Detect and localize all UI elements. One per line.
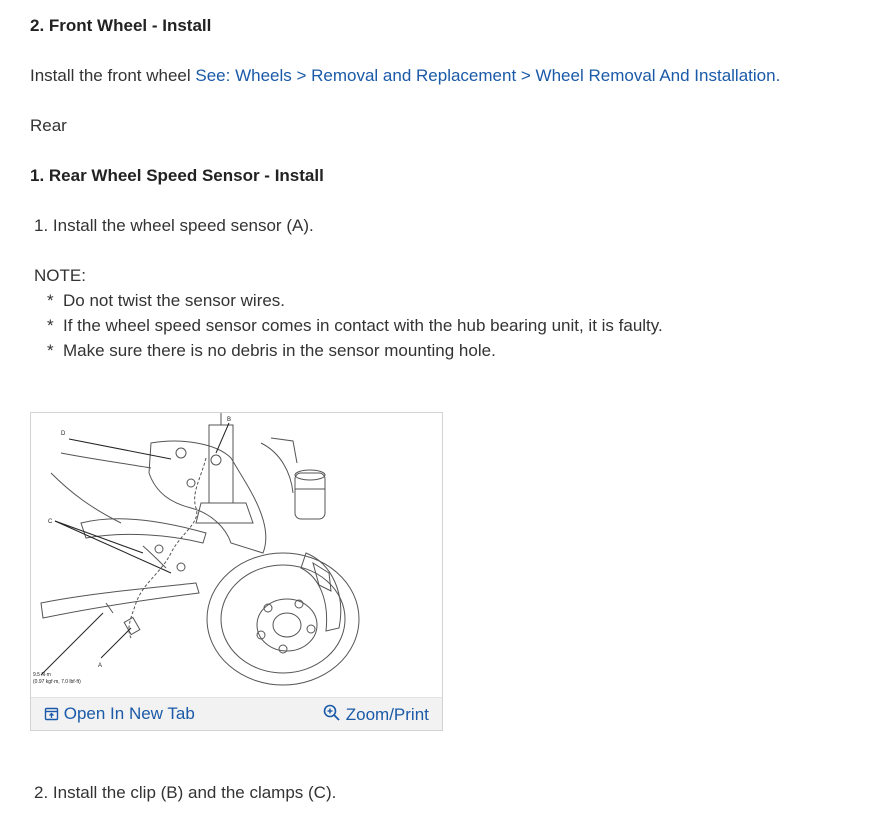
zoom-print-label: Zoom/Print xyxy=(345,705,429,724)
front-wheel-heading: 2. Front Wheel - Install xyxy=(30,16,212,35)
open-in-new-tab-label: Open In New Tab xyxy=(63,704,195,723)
step-1-text: 1. Install the wheel speed sensor (A). xyxy=(34,216,314,235)
front-wheel-text: Install the front wheel xyxy=(30,66,196,85)
note-item xyxy=(47,291,285,311)
open-in-new-tab-button[interactable] xyxy=(44,704,195,724)
note-text: If the wheel speed sensor comes in contact with the hub bearing unit, it is faulty. xyxy=(63,316,663,335)
open-tab-icon xyxy=(44,706,59,721)
zoom-print-button[interactable] xyxy=(323,704,429,725)
note-bullet: * xyxy=(47,316,54,335)
callout-c: C xyxy=(48,519,53,525)
note-text: Make sure there is no debris in the sensor mounting hole. xyxy=(63,341,496,360)
wheel-removal-link[interactable]: See: Wheels > Removal and Replacement > Wheel Removal And Installation. xyxy=(195,66,781,85)
front-wheel-paragraph xyxy=(30,66,780,86)
rear-wheel-sensor-diagram[interactable] xyxy=(31,413,442,697)
figure-toolbar xyxy=(31,697,442,730)
note-bullet: * xyxy=(47,291,54,310)
note-text: Do not twist the sensor wires. xyxy=(63,291,286,310)
callout-d: D xyxy=(61,431,66,437)
rear-label: Rear xyxy=(30,116,67,135)
torque-spec-line1: 9.5 N·m xyxy=(33,672,51,678)
step-2-text: 2. Install the clip (B) and the clamps (C). xyxy=(34,783,337,802)
rear-sensor-heading: 1. Rear Wheel Speed Sensor - Install xyxy=(30,166,324,185)
callout-a: A xyxy=(98,663,103,669)
note-label: NOTE: xyxy=(34,266,86,285)
callout-b: B xyxy=(227,417,232,423)
note-bullet: * xyxy=(47,341,54,360)
note-item xyxy=(47,316,663,336)
sensor-figure xyxy=(30,412,443,731)
note-item xyxy=(47,341,496,361)
zoom-in-icon xyxy=(323,704,341,722)
torque-spec-line2: (0.97 kgf·m, 7.0 lbf·ft) xyxy=(33,679,81,685)
